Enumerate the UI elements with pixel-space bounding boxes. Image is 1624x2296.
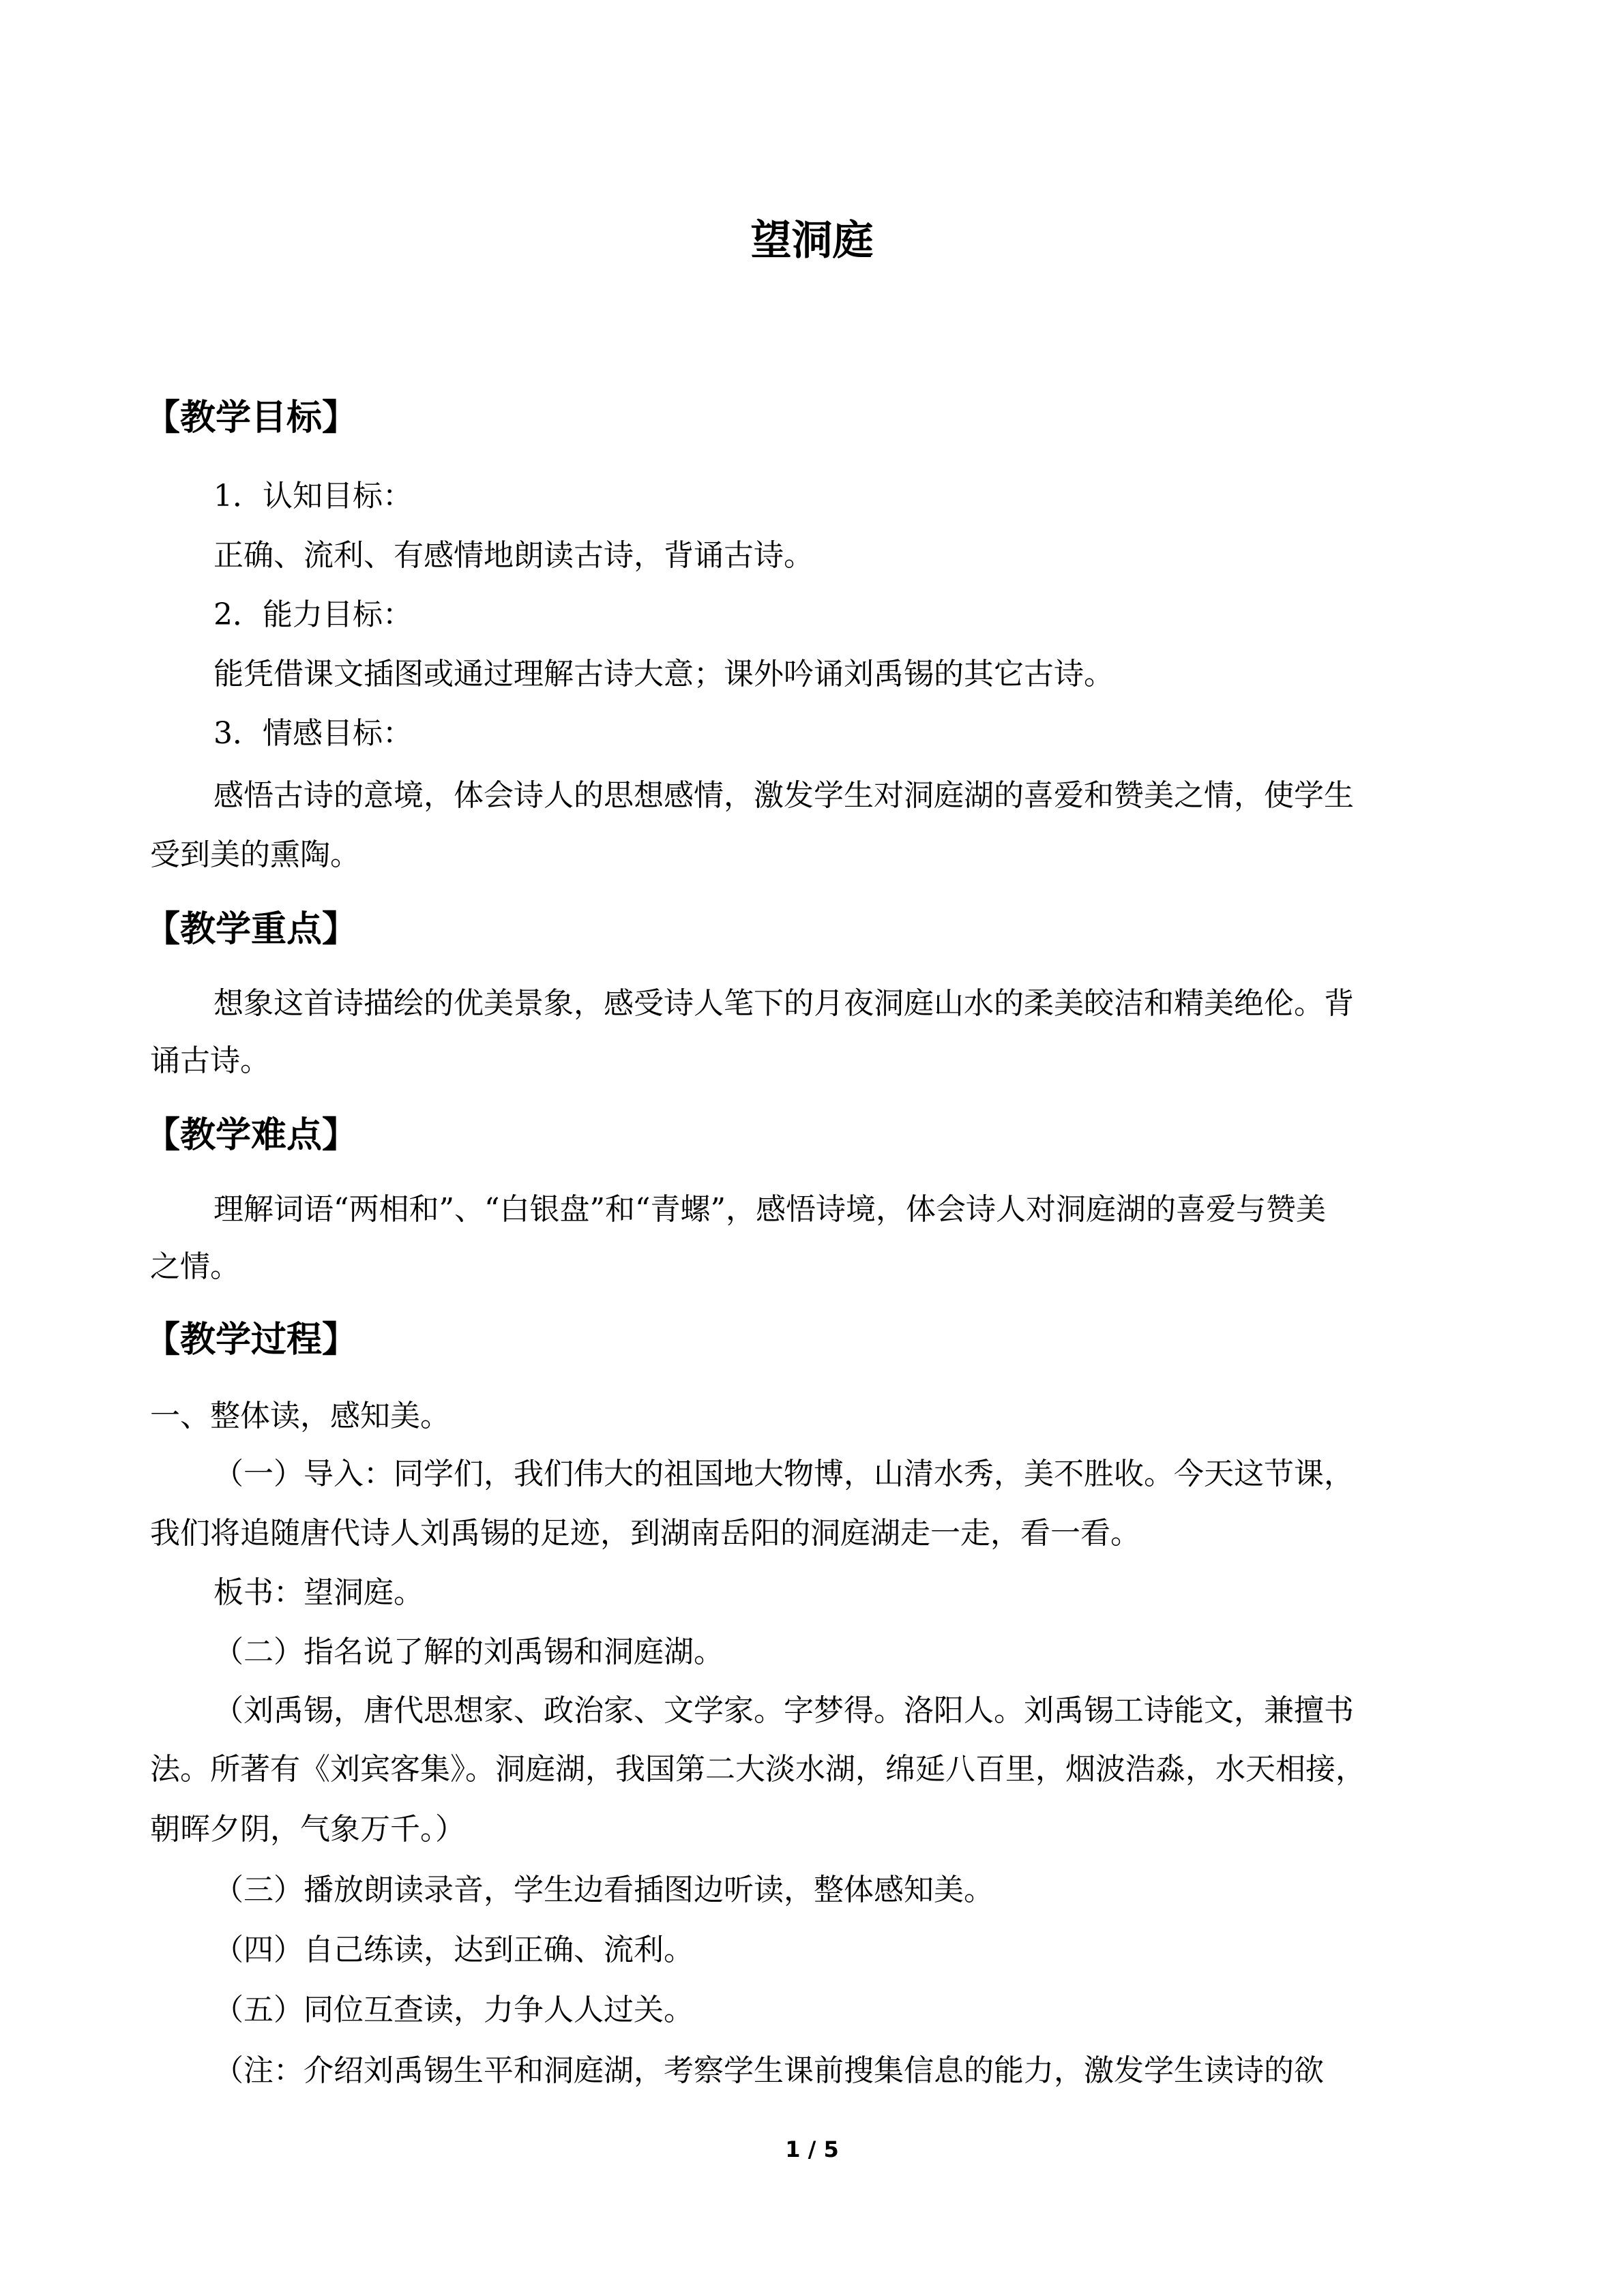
text-line: 一、整体读，感知美。 <box>150 1399 450 1433</box>
page-title: 望洞庭 <box>750 217 874 265</box>
text-line: 我们将追随唐代诗人刘禹锡的足迹，到湖南岳阳的洞庭湖走一走，看一看。 <box>150 1516 1140 1551</box>
text-line: 板书：望洞庭。 <box>213 1575 424 1610</box>
text-line: （注：介绍刘禹锡生平和洞庭湖，考察学生课前搜集信息的能力，激发学生读诗的欲 <box>213 2053 1324 2088</box>
text-line: 想象这首诗描绘的优美景象，感受诗人笔下的月夜洞庭山水的柔美皎洁和精美绝伦。背 <box>213 986 1354 1021</box>
text-line: 法。所著有《刘宾客集》。洞庭湖，我国第二大淡水湖，绵延八百里，烟波浩淼，水天相接， <box>150 1752 1365 1787</box>
text-line: （三）播放朗读录音，学生边看插图边听读，整体感知美。 <box>213 1873 994 1907</box>
text-line: 受到美的熏陶。 <box>150 837 360 872</box>
text-line: 诵古诗。 <box>150 1043 270 1078</box>
text-line: （刘禹锡，唐代思想家、政治家、文学家。字梦得。洛阳人。刘禹锡工诗能文，兼擅书 <box>213 1693 1354 1728</box>
text-line: 1．认知目标： <box>213 479 413 513</box>
heading-process: 【教学过程】 <box>145 1320 358 1360</box>
heading-objectives: 【教学目标】 <box>145 398 358 438</box>
text-line: 感悟古诗的意境，体会诗人的思想感情，激发学生对洞庭湖的喜爱和赞美之情，使学生 <box>213 778 1354 813</box>
text-line: （一）导入：同学们，我们伟大的祖国地大物博，山清水秀，美不胜收。今天这节课， <box>213 1457 1354 1491</box>
heading-difficulties: 【教学难点】 <box>145 1115 358 1156</box>
text-line: （五）同位互查读，力争人人过关。 <box>213 1993 694 2027</box>
text-line: （二）指名说了解的刘禹锡和洞庭湖。 <box>213 1635 724 1669</box>
text-line: 之情。 <box>150 1249 240 1284</box>
text-line: 3．情感目标： <box>213 716 413 751</box>
text-line: （四）自己练读，达到正确、流利。 <box>213 1933 694 1967</box>
text-line: 朝晖夕阴，气象万千。） <box>150 1812 465 1847</box>
text-line: 能凭借课文插图或通过理解古诗大意；课外吟诵刘禹锡的其它古诗。 <box>213 657 1114 691</box>
heading-key-points: 【教学重点】 <box>145 909 358 950</box>
text-line: 2．能力目标： <box>213 597 413 632</box>
text-line: 正确、流利、有感情地朗读古诗，背诵古诗。 <box>213 538 814 573</box>
text-line: 理解词语“两相和”、“白银盘”和“青螺”，感悟诗境，体会诗人对洞庭湖的喜爱与赞美 <box>213 1192 1326 1227</box>
page-number: 1 / 5 <box>785 2136 839 2162</box>
